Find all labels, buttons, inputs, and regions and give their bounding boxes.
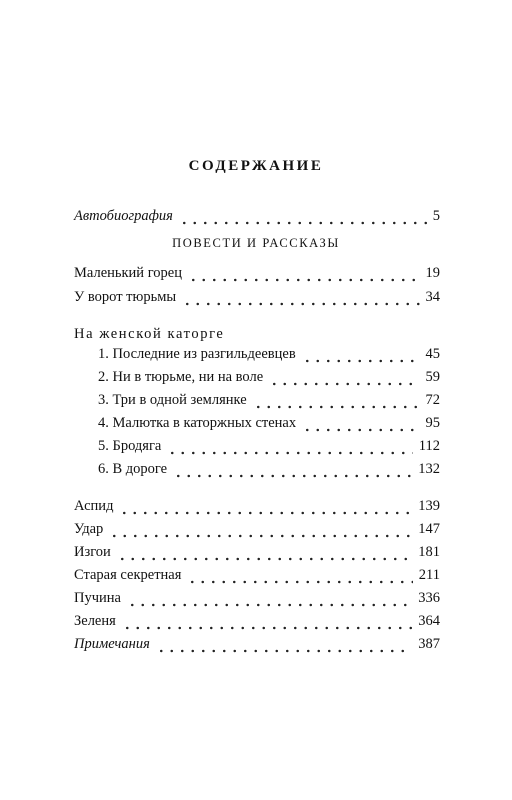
toc-page-number: 34 bbox=[425, 289, 440, 305]
toc-entry-title: Старая секретная bbox=[74, 567, 182, 583]
section-heading: ПОВЕСТИ И РАССКАЗЫ bbox=[172, 236, 340, 250]
dot-leader bbox=[187, 564, 412, 586]
toc-entry bbox=[74, 518, 440, 540]
toc-entry bbox=[74, 564, 440, 586]
page-title: СОДЕРЖАНИЕ bbox=[188, 158, 324, 174]
dot-leader bbox=[167, 435, 412, 457]
toc-entry-title: 2. Ни в тюрьме, ни на воле bbox=[98, 369, 264, 385]
toc-entry bbox=[98, 343, 440, 365]
toc-page-number: 132 bbox=[418, 461, 440, 477]
toc-page-number: 211 bbox=[418, 567, 440, 583]
toc-entry-title: 5. Бродяга bbox=[98, 438, 162, 454]
toc-entry-title: Зеленя bbox=[74, 613, 116, 629]
dot-leader bbox=[173, 458, 412, 480]
dot-leader bbox=[117, 541, 412, 563]
toc-page-number: 95 bbox=[425, 415, 440, 431]
cycle-heading: На женской каторге bbox=[74, 326, 225, 342]
toc-page-number: 59 bbox=[425, 369, 440, 385]
toc-entry-title: 4. Малютка в каторжных стенах bbox=[98, 415, 297, 431]
dot-leader bbox=[253, 389, 420, 411]
toc-entry bbox=[74, 262, 440, 284]
dot-leader bbox=[109, 518, 412, 540]
toc-entry-title: 3. Три в одной землянке bbox=[98, 392, 247, 408]
toc-entry bbox=[74, 541, 440, 563]
toc-page-number: 336 bbox=[418, 590, 440, 606]
toc-entry-title: Автобиография bbox=[74, 208, 173, 224]
toc-page-number: 19 bbox=[425, 265, 440, 281]
toc-entry-title: Маленький горец bbox=[74, 265, 182, 281]
toc-page-number: 364 bbox=[418, 613, 440, 629]
dot-leader bbox=[188, 262, 420, 284]
toc-entry bbox=[98, 412, 440, 434]
toc-entry bbox=[74, 495, 440, 517]
toc-entry bbox=[98, 435, 440, 457]
dot-leader bbox=[302, 412, 419, 434]
dot-leader bbox=[269, 366, 419, 388]
toc-page-number: 5 bbox=[432, 208, 440, 224]
toc-page-number: 45 bbox=[425, 346, 440, 362]
toc-entry-title: 1. Последние из разгильдеевцев bbox=[98, 346, 296, 362]
toc-entry bbox=[74, 610, 440, 632]
toc-entry-title: Удар bbox=[74, 521, 104, 537]
toc-page-number: 387 bbox=[418, 636, 440, 652]
toc-entry bbox=[74, 587, 440, 609]
toc-page-number: 181 bbox=[418, 544, 440, 560]
toc-entry bbox=[98, 366, 440, 388]
dot-leader bbox=[179, 205, 427, 227]
toc-page-number: 147 bbox=[418, 521, 440, 537]
toc-entry bbox=[98, 389, 440, 411]
dot-leader bbox=[119, 495, 412, 517]
dot-leader bbox=[182, 286, 419, 308]
toc-page-number: 72 bbox=[425, 392, 440, 408]
toc-entry-title: Аспид bbox=[74, 498, 114, 514]
dot-leader bbox=[127, 587, 412, 609]
toc-page-number: 112 bbox=[418, 438, 440, 454]
toc-entry-title: 6. В дороге bbox=[98, 461, 168, 477]
dot-leader bbox=[156, 633, 412, 655]
dot-leader bbox=[302, 343, 420, 365]
dot-leader bbox=[122, 610, 412, 632]
toc-entry-title: Изгои bbox=[74, 544, 111, 560]
toc-entry-notes bbox=[74, 633, 440, 655]
toc-entry bbox=[74, 286, 440, 308]
toc-entry-title: Пучина bbox=[74, 590, 121, 606]
toc-entry-title: Примечания bbox=[74, 636, 150, 652]
toc-page-number: 139 bbox=[418, 498, 440, 514]
toc-entry-title: У ворот тюрьмы bbox=[74, 289, 177, 305]
toc-entry bbox=[98, 458, 440, 480]
toc-entry-autobiography bbox=[74, 205, 440, 227]
